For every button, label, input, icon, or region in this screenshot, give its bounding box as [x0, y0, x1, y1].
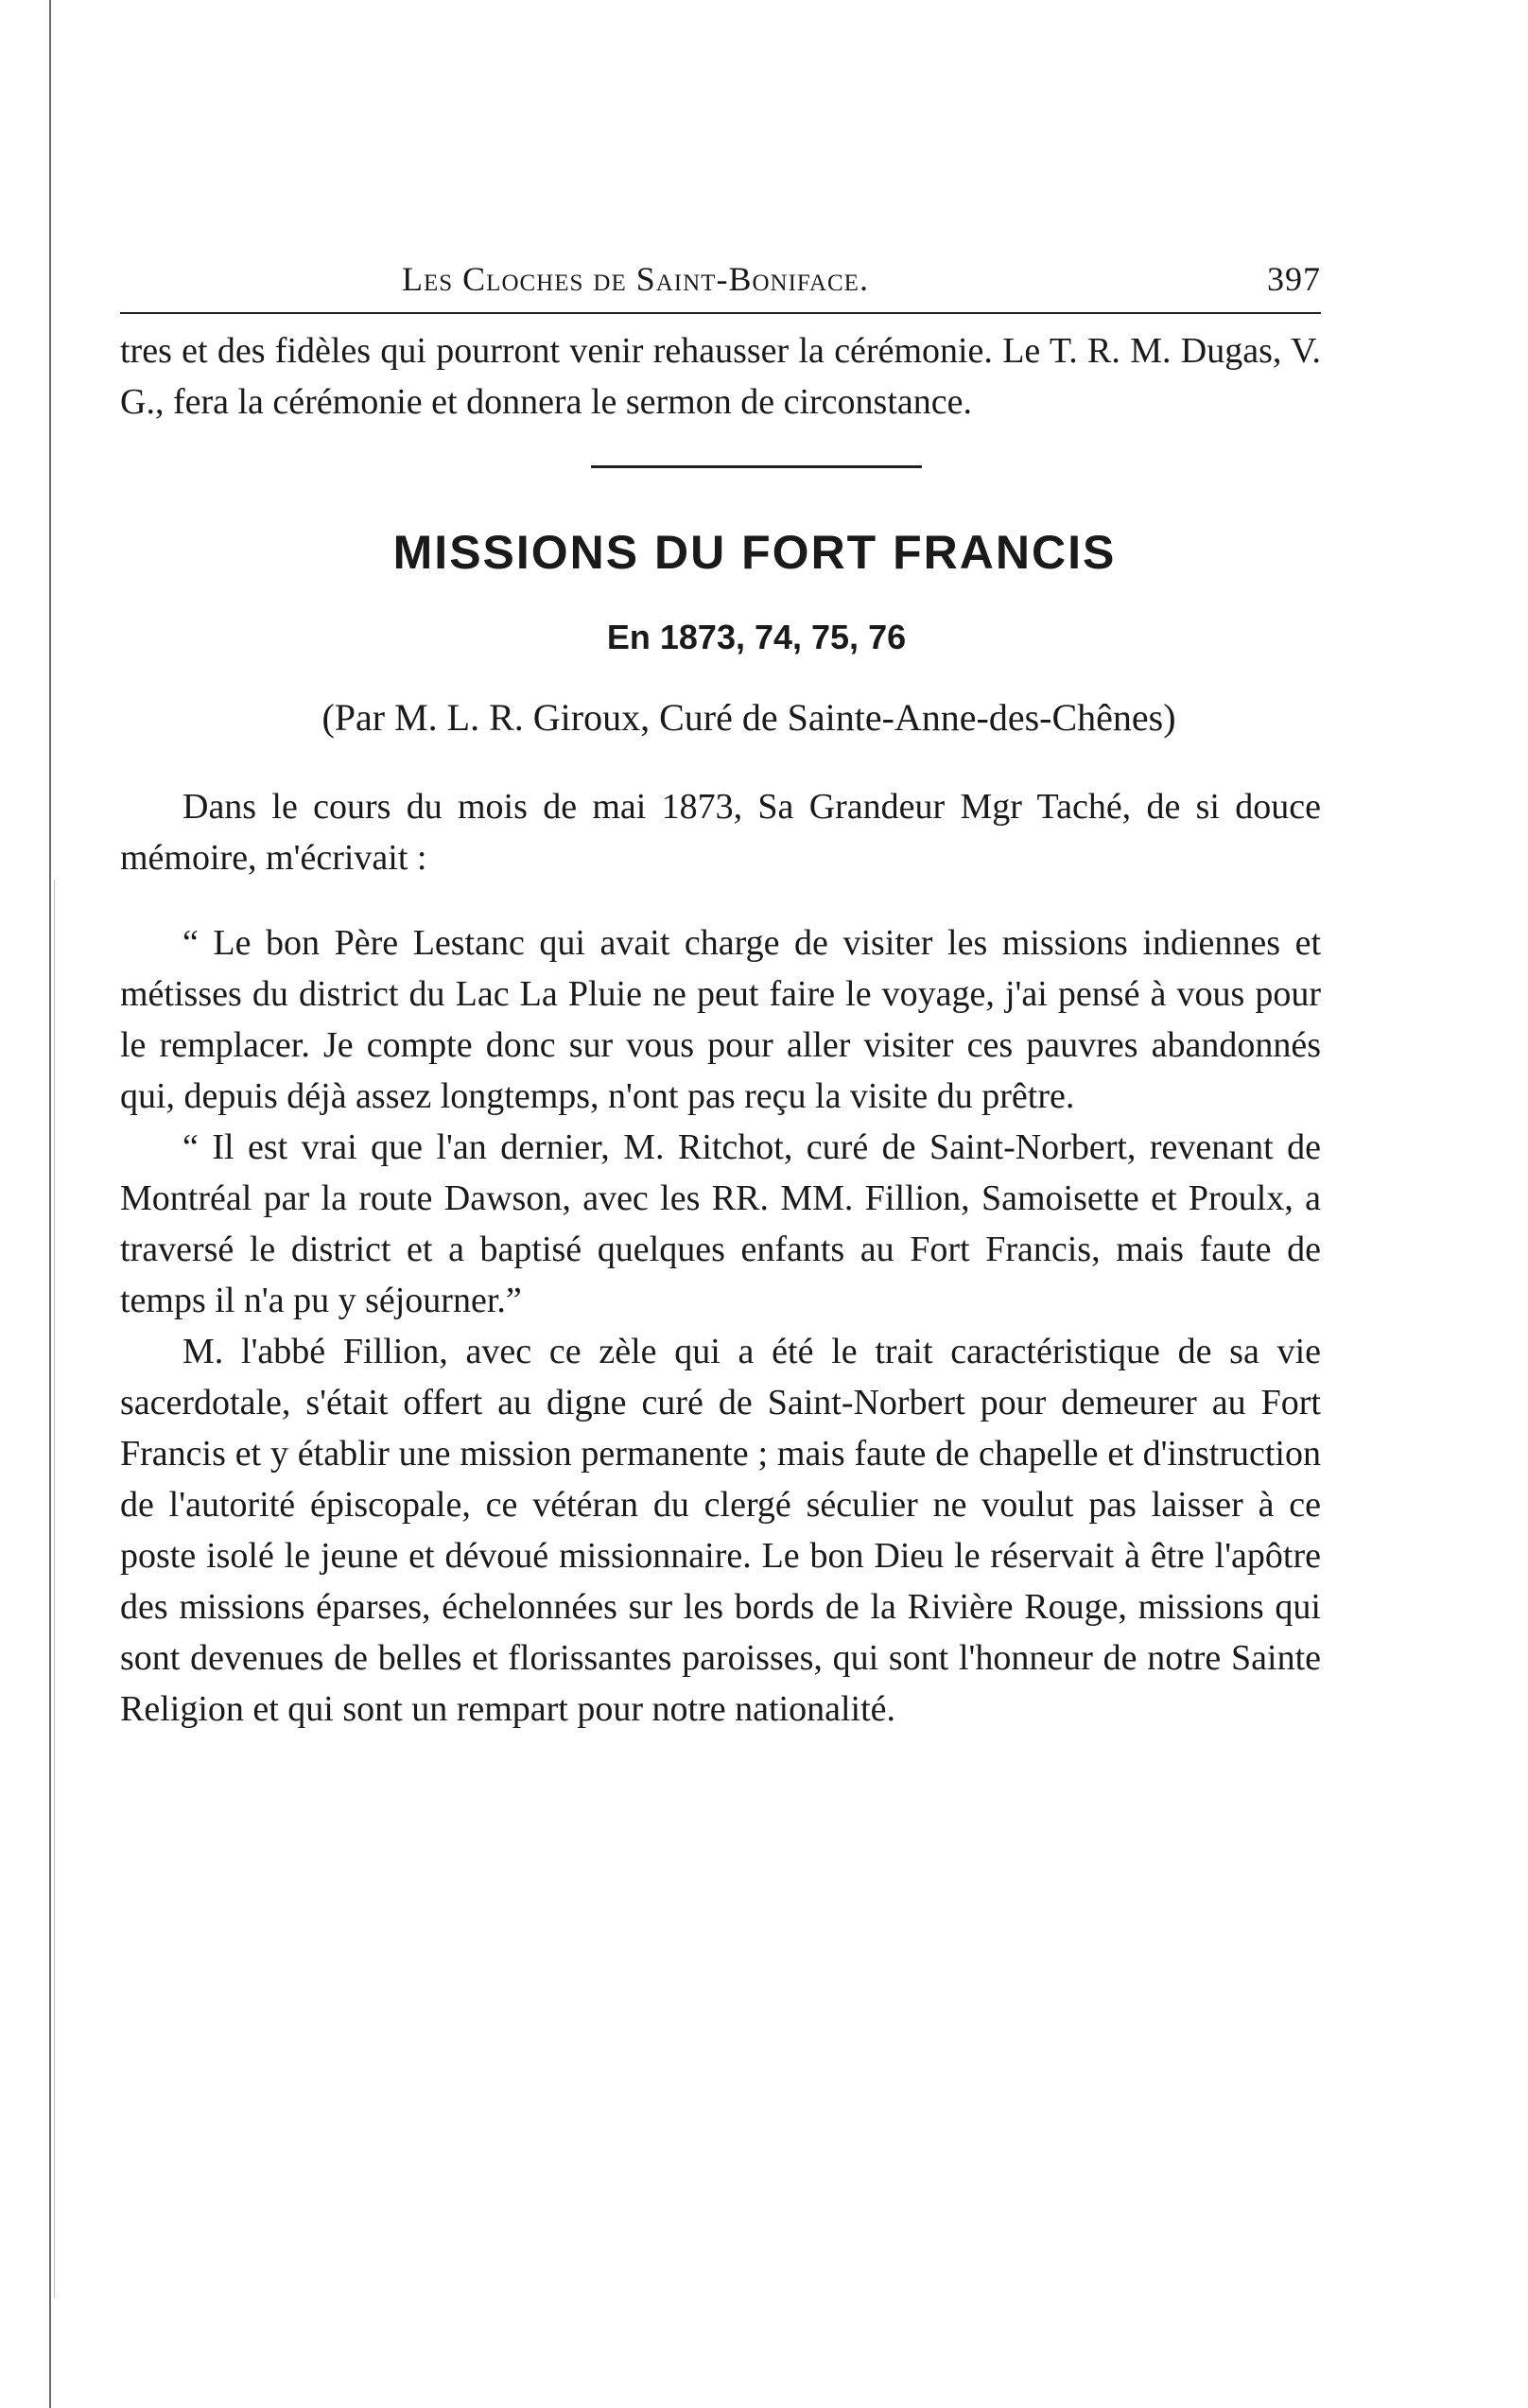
body-paragraph: Dans le cours du mois de mai 1873, Sa Grandeur Mgr Taché, de si douce mémoire, m'écrivait :: [120, 787, 1321, 878]
running-head: [120, 255, 1321, 312]
scan-margin-line-faint: [54, 880, 55, 2298]
article-byline: (Par M. L. R. Giroux, Curé de Sainte-Anne-des-Chênes): [321, 696, 1176, 739]
running-title: Les Cloches de Saint-Boniface.: [402, 260, 869, 298]
scan-margin-line: [49, 0, 51, 2408]
quote-paragraph: “ Il est vrai que l'an dernier, M. Ritchot, curé de Saint-Norbert, revenant de Montréal par la route Dawson, avec les RR. MM. Fillion, Samoisette et Proulx, a traversé le district et a baptisé quelques enfants au Fort Francis, mais faute de temps il n'a pu y séjourner.”: [120, 1127, 1321, 1320]
body-paragraph: M. l'abbé Fillion, avec ce zèle qui a été le trait caractéristique de sa vie sacerdotale, s'était offert au digne curé de Saint-Norbert pour demeurer au Fort Francis et y établir une mission permanente ; mais faute de chapelle et d'instruction de l'autorité épiscopale, ce vétéran du clergé séculier ne voulut pas laisser à ce poste isolé le jeune et dévoué missionnaire. Le bon Dieu le réservait à être l'apôtre des missions éparses, échelonnées sur les bords de la Rivière Rouge, missions qui sont devenues de belles et florissantes paroisses, qui sont l'honneur de notre Sainte Religion et qui sont un rempart pour notre nationalité.: [120, 1332, 1321, 1729]
quoted-letter: [120, 917, 1321, 1326]
quote-paragraph: “ Le bon Père Lestanc qui avait charge de visiter les missions indiennes et métisses du district du Lac La Pluie ne peut faire le voyage, j'ai pensé à vous pour le remplacer. Je compte donc sur vous pour aller visiter ces pauvres abandonnés qui, depuis déjà assez longtemps, n'ont pas reçu la visite du prêtre.: [120, 923, 1321, 1116]
book-page: [120, 255, 1321, 1735]
header-rule: [120, 312, 1321, 314]
article-title: MISSIONS DU FORT FRANCIS: [392, 526, 1117, 579]
section-divider: [591, 465, 922, 468]
article-subtitle: En 1873, 74, 75, 76: [606, 618, 907, 656]
intro-paragraph: tres et des fidèles qui pourront venir rehausser la cérémonie. Le T. R. M. Dugas, V. G., fera la cérémonie et donnera le sermon de circonstance.: [120, 331, 1321, 422]
page-number: 397: [1267, 260, 1321, 298]
